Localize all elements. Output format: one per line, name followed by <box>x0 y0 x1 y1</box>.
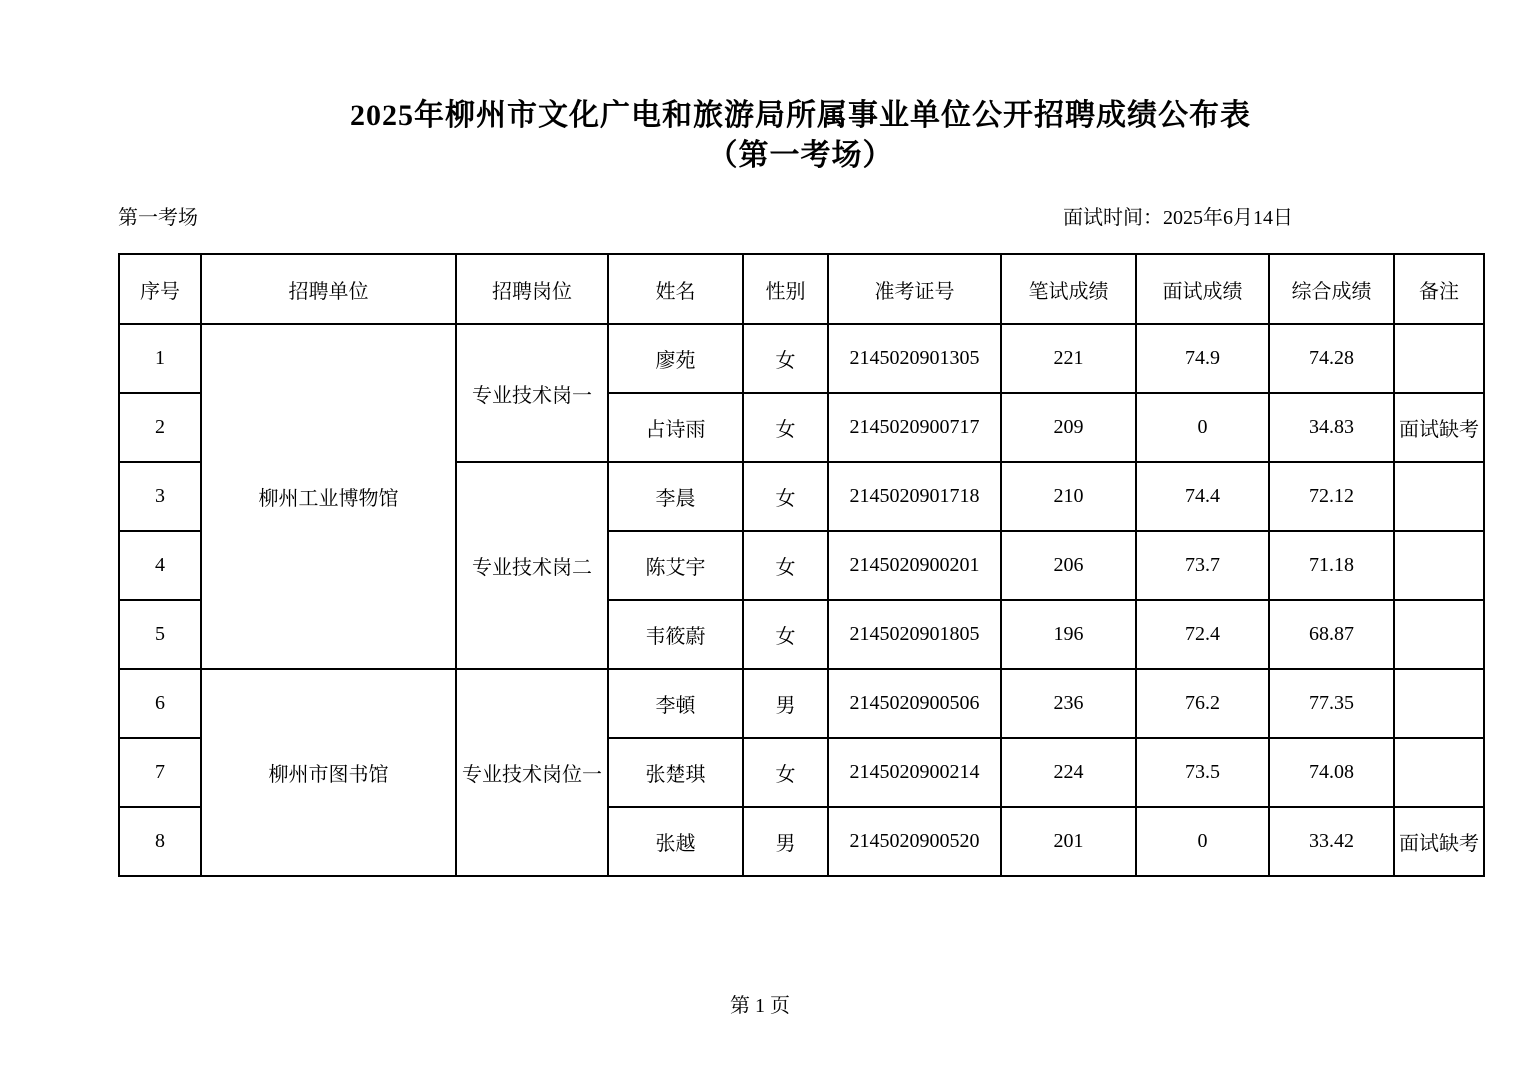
ticket-cell: 2145020900717 <box>828 393 1001 462</box>
overall-score-cell: 68.87 <box>1269 600 1394 669</box>
overall-score-cell: 77.35 <box>1269 669 1394 738</box>
col-header-seq: 序号 <box>119 254 201 324</box>
col-header-name: 姓名 <box>608 254 743 324</box>
name-cell: 廖苑 <box>608 324 743 393</box>
written-score-cell: 196 <box>1001 600 1136 669</box>
ticket-cell: 2145020900214 <box>828 738 1001 807</box>
col-header-remark: 备注 <box>1394 254 1484 324</box>
seq-cell: 8 <box>119 807 201 876</box>
ticket-cell: 2145020900506 <box>828 669 1001 738</box>
remark-cell <box>1394 324 1484 393</box>
remark-cell: 面试缺考 <box>1394 393 1484 462</box>
document-page <box>118 0 1483 877</box>
interview-score-cell: 73.7 <box>1136 531 1269 600</box>
written-score-cell: 201 <box>1001 807 1136 876</box>
col-header-post: 招聘岗位 <box>456 254 608 324</box>
gender-cell: 男 <box>743 807 828 876</box>
meta-row <box>118 206 1483 230</box>
remark-cell <box>1394 600 1484 669</box>
ticket-cell: 2145020900520 <box>828 807 1001 876</box>
remark-cell <box>1394 531 1484 600</box>
overall-score-cell: 72.12 <box>1269 462 1394 531</box>
seq-cell: 7 <box>119 738 201 807</box>
written-score-cell: 206 <box>1001 531 1136 600</box>
post-cell: 专业技术岗二 <box>456 462 608 669</box>
interview-score-cell: 0 <box>1136 807 1269 876</box>
interview-score-cell: 72.4 <box>1136 600 1269 669</box>
overall-score-cell: 34.83 <box>1269 393 1394 462</box>
overall-score-cell: 74.28 <box>1269 324 1394 393</box>
page-number: 第 1 页 <box>730 995 790 1017</box>
written-score-cell: 210 <box>1001 462 1136 531</box>
gender-cell: 女 <box>743 600 828 669</box>
post-cell: 专业技术岗一 <box>456 324 608 462</box>
col-header-overall: 综合成绩 <box>1269 254 1394 324</box>
overall-score-cell: 71.18 <box>1269 531 1394 600</box>
written-score-cell: 221 <box>1001 324 1136 393</box>
gender-cell: 女 <box>743 738 828 807</box>
ticket-cell: 2145020901305 <box>828 324 1001 393</box>
written-score-cell: 236 <box>1001 669 1136 738</box>
col-header-ticket: 准考证号 <box>828 254 1001 324</box>
seq-cell: 1 <box>119 324 201 393</box>
ticket-cell: 2145020901718 <box>828 462 1001 531</box>
ticket-cell: 2145020901805 <box>828 600 1001 669</box>
gender-cell: 女 <box>743 462 828 531</box>
scores-table <box>118 253 1485 877</box>
col-header-interview: 面试成绩 <box>1136 254 1269 324</box>
post-cell: 专业技术岗位一 <box>456 669 608 876</box>
interview-score-cell: 76.2 <box>1136 669 1269 738</box>
venue-label: 第一考场 <box>118 207 198 229</box>
name-cell: 李頓 <box>608 669 743 738</box>
doc-subtitle: （第一考场） <box>707 139 894 172</box>
interview-score-cell: 73.5 <box>1136 738 1269 807</box>
name-cell: 韦筱蔚 <box>608 600 743 669</box>
gender-cell: 男 <box>743 669 828 738</box>
seq-cell: 5 <box>119 600 201 669</box>
overall-score-cell: 33.42 <box>1269 807 1394 876</box>
gender-cell: 女 <box>743 393 828 462</box>
written-score-cell: 209 <box>1001 393 1136 462</box>
seq-cell: 3 <box>119 462 201 531</box>
col-header-written: 笔试成绩 <box>1001 254 1136 324</box>
header-row <box>119 254 1484 324</box>
name-cell: 陈艾宇 <box>608 531 743 600</box>
gender-cell: 女 <box>743 531 828 600</box>
table-row <box>119 669 1484 738</box>
interview-score-cell: 0 <box>1136 393 1269 462</box>
interview-score-cell: 74.9 <box>1136 324 1269 393</box>
seq-cell: 2 <box>119 393 201 462</box>
interview-time: 面试时间：2025年6月14日 <box>1063 207 1293 229</box>
remark-cell <box>1394 738 1484 807</box>
table-row <box>119 324 1484 393</box>
name-cell: 张越 <box>608 807 743 876</box>
remark-cell <box>1394 669 1484 738</box>
gender-cell: 女 <box>743 324 828 393</box>
remark-cell <box>1394 462 1484 531</box>
interview-score-cell: 74.4 <box>1136 462 1269 531</box>
name-cell: 占诗雨 <box>608 393 743 462</box>
unit-cell: 柳州工业博物馆 <box>201 324 456 669</box>
overall-score-cell: 74.08 <box>1269 738 1394 807</box>
name-cell: 李晨 <box>608 462 743 531</box>
title-block <box>118 0 1483 176</box>
col-header-gender: 性别 <box>743 254 828 324</box>
seq-cell: 6 <box>119 669 201 738</box>
col-header-unit: 招聘单位 <box>201 254 456 324</box>
unit-cell: 柳州市图书馆 <box>201 669 456 876</box>
name-cell: 张楚琪 <box>608 738 743 807</box>
remark-cell: 面试缺考 <box>1394 807 1484 876</box>
seq-cell: 4 <box>119 531 201 600</box>
doc-title: 2025年柳州市文化广电和旅游局所属事业单位公开招聘成绩公布表 <box>350 99 1251 132</box>
written-score-cell: 224 <box>1001 738 1136 807</box>
ticket-cell: 2145020900201 <box>828 531 1001 600</box>
